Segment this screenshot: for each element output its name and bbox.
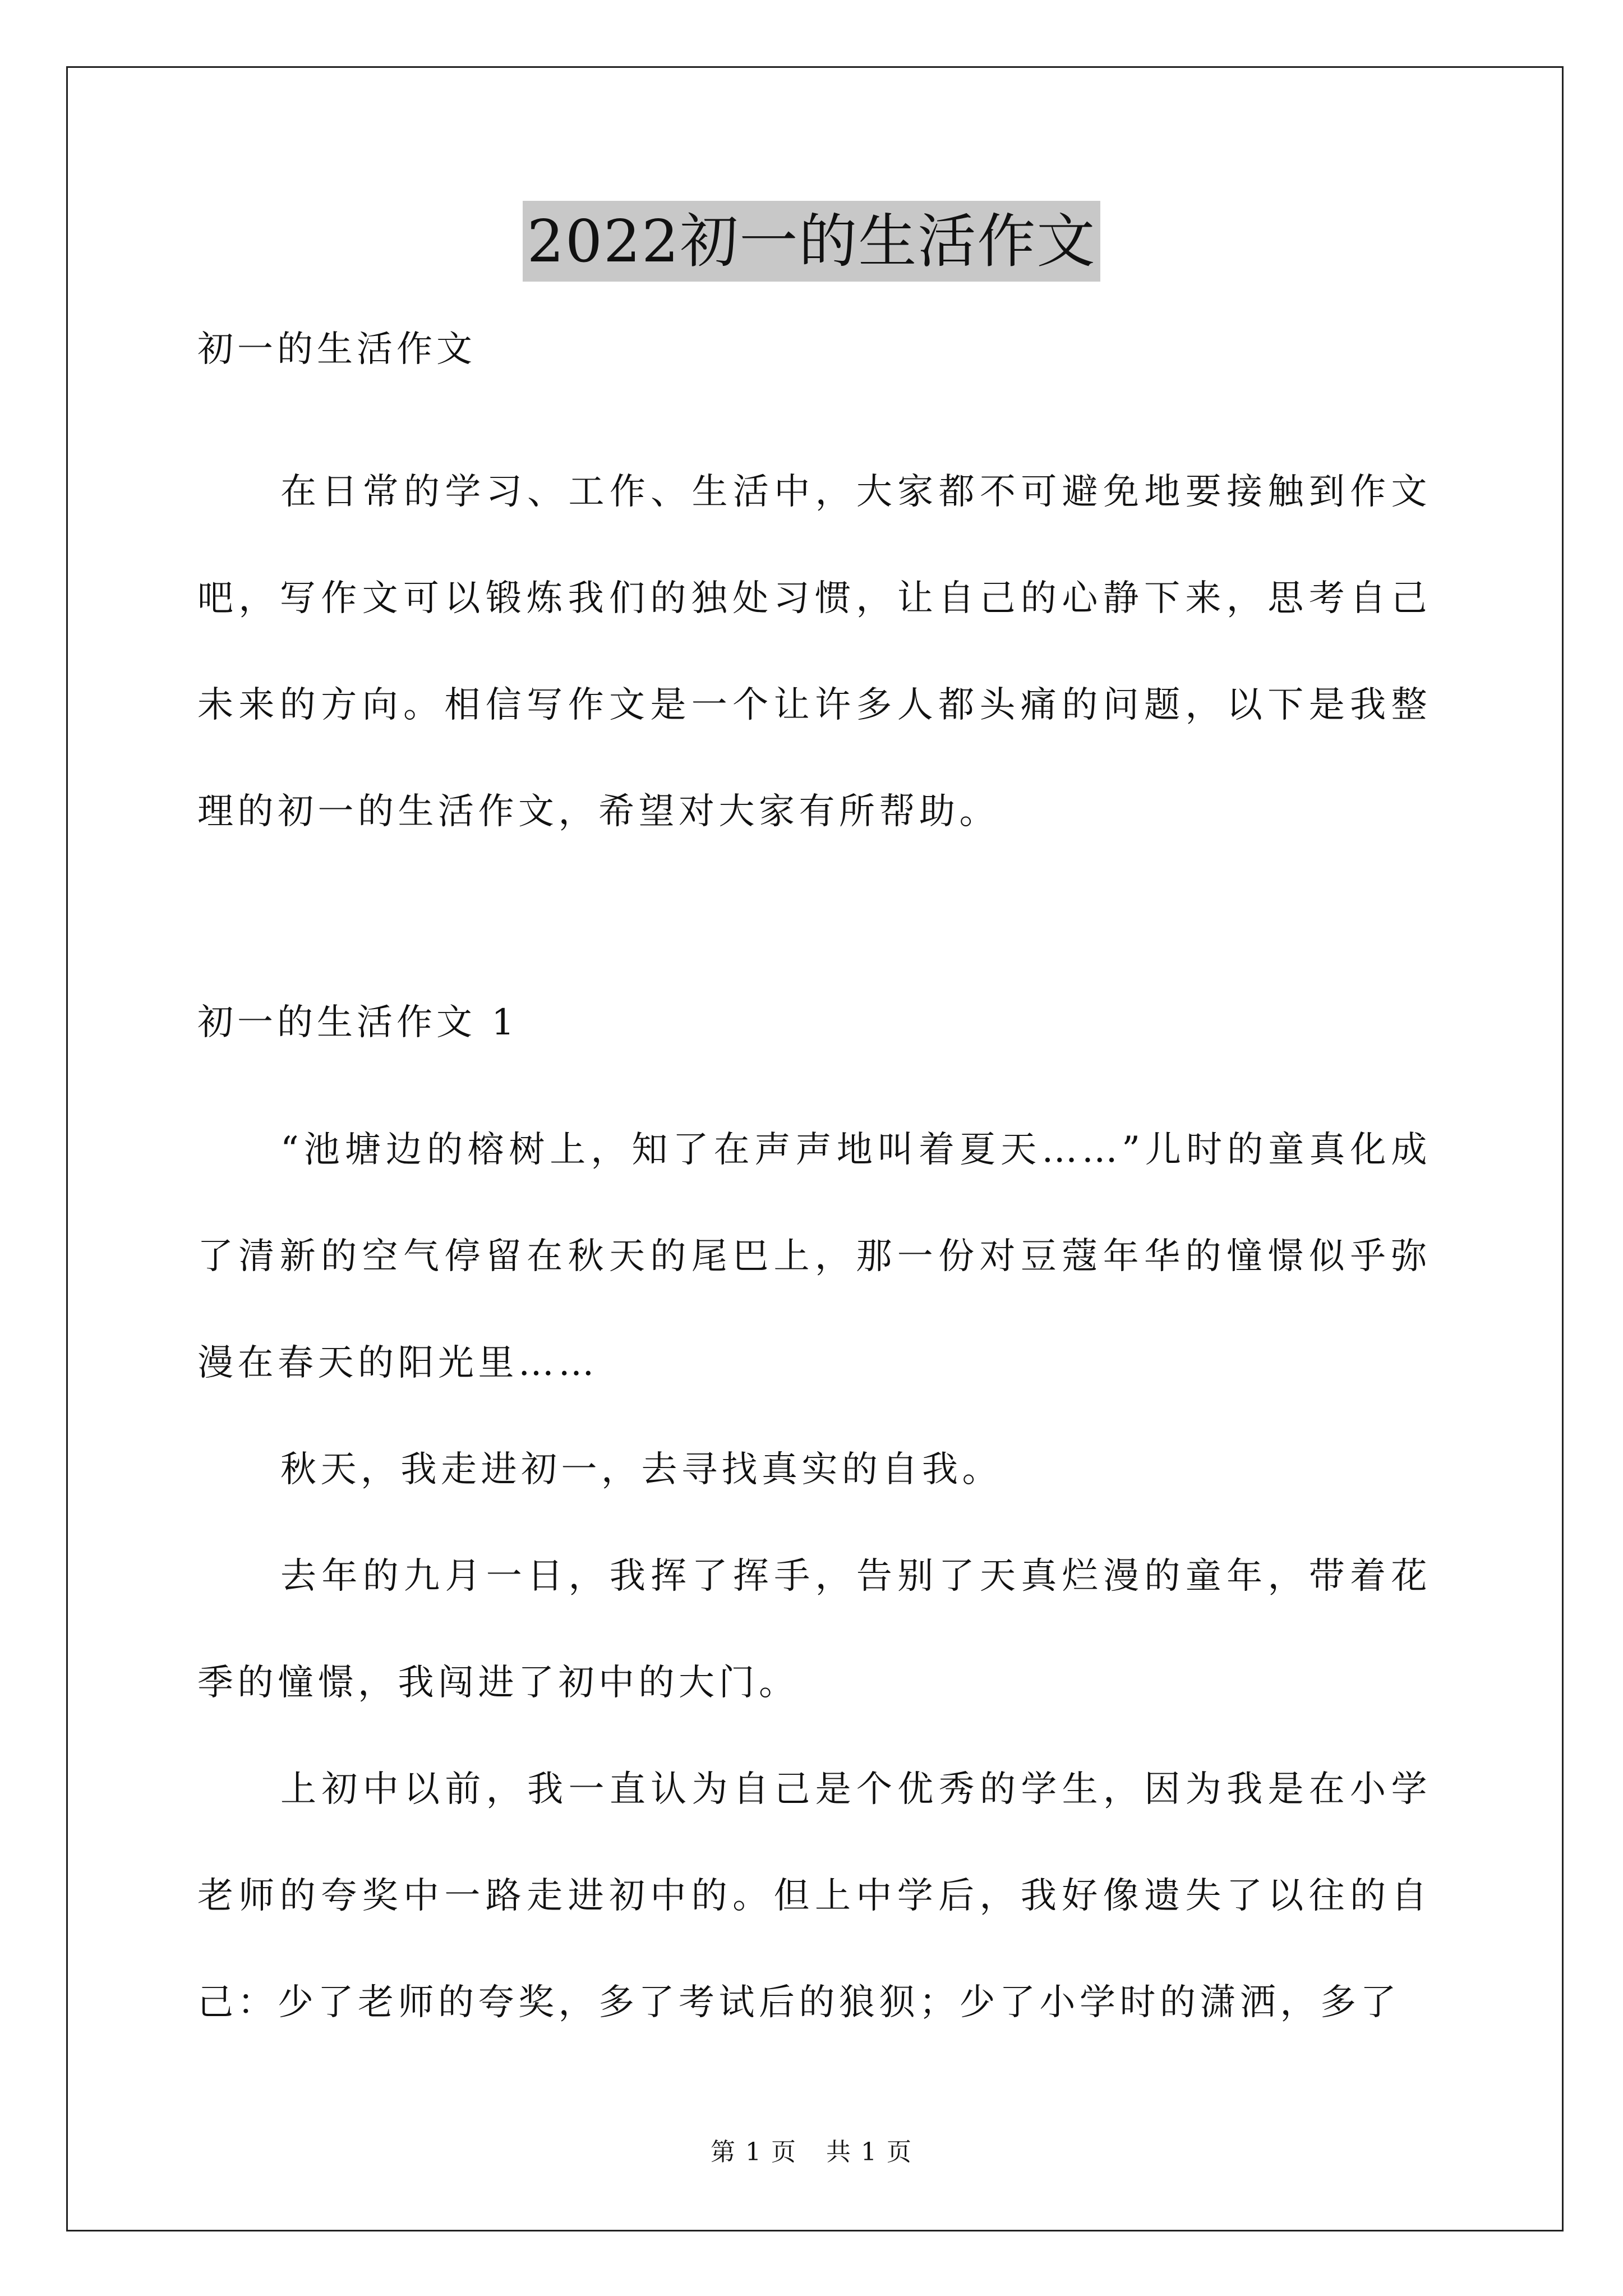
intro-heading: 初一的生活作文	[197, 329, 476, 370]
title-container	[0, 201, 1623, 282]
body-paragraph: “池塘边的榕树上，知了在声声地叫着夏天……”儿时的童真化成了清新的空气停留在秋天的尾巴上，那一份对豆蔻年华的憧憬似乎弥漫在春天的阳光里……	[197, 1129, 1431, 1384]
document-title: 2022初一的生活作文	[523, 201, 1101, 282]
page-number: 第 1 页	[711, 2138, 797, 2166]
body-paragraph: 去年的九月一日，我挥了挥手，告别了天真烂漫的童年，带着花季的憧憬，我闯进了初中的大门。	[197, 1556, 1431, 1704]
section-heading-1: 初一的生活作文 1	[197, 1002, 519, 1043]
intro-paragraph: 在日常的学习、工作、生活中，大家都不可避免地要接触到作文吧，写作文可以锻炼我们的独处习惯，让自己的心静下来，思考自己未来的方向。相信写作文是一个让许多人都头痛的问题，以下是我整理的初一的生活作文，希望对大家有所帮助。	[197, 471, 1431, 832]
page-footer	[0, 2132, 1623, 2168]
body-paragraph: 上初中以前，我一直认为自己是个优秀的学生，因为我是在小学老师的夸奖中一路走进初中的。但上中学后，我好像遗失了以往的自己：少了老师的夸奖，多了考试后的狼狈；少了小学时的潇洒，多了	[197, 1769, 1431, 2023]
page-total: 共 1 页	[826, 2138, 912, 2166]
body-paragraph: 秋天，我走进初一，去寻找真实的自我。	[280, 1449, 1002, 1490]
